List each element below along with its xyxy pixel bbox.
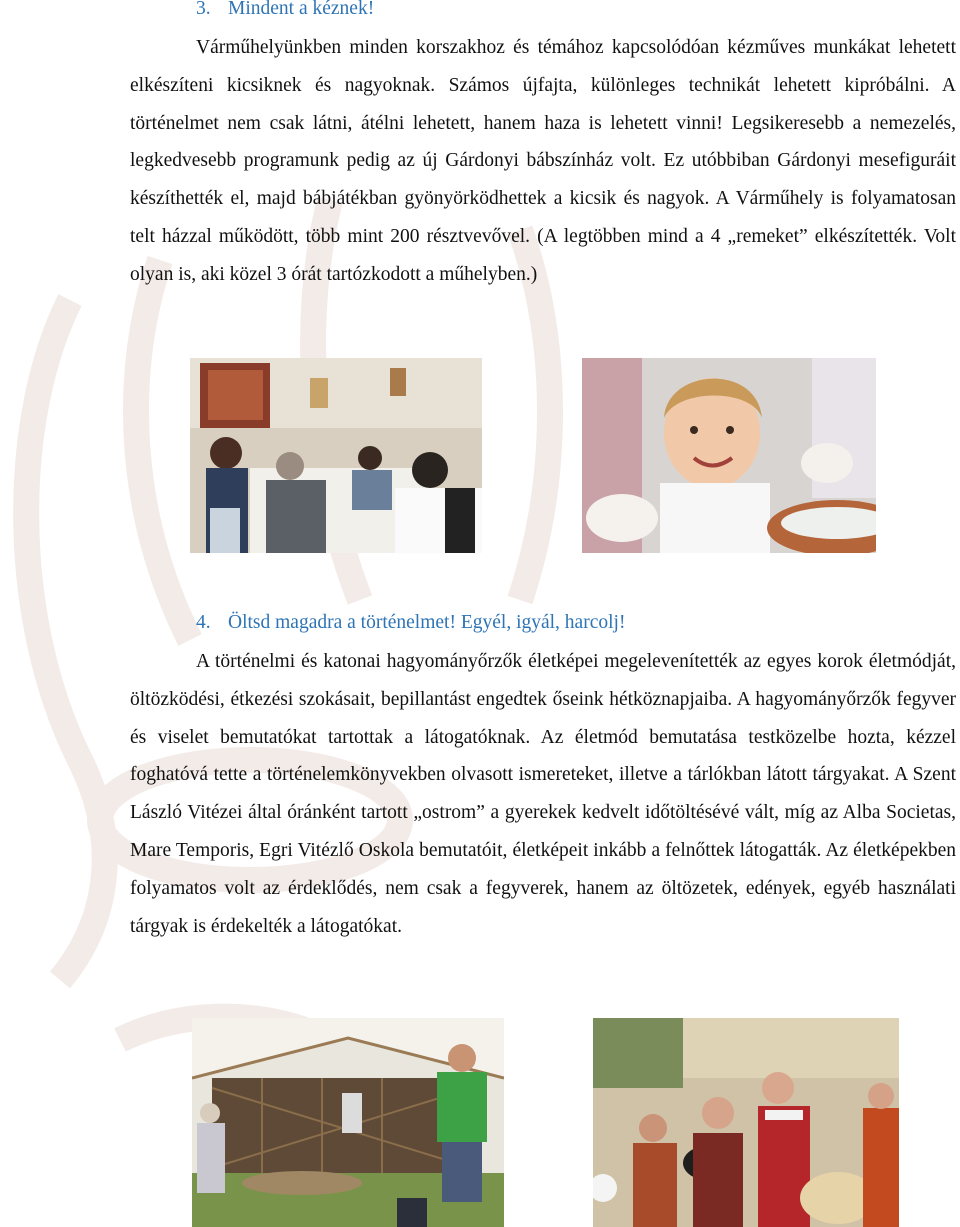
section-heading-4: [196, 612, 625, 634]
section-paragraph-3: Várműhelyünkben minden korszakhoz és témához kapcsolódóan kézműves munkákat lehetett elkészíteni kicsiknek és nagyoknak. Számos újfajta, különleges technikát lehetett kipróbálni. A történelmet nem csak látni, átélni lehetett, hanem haza is lehetett vinni! Legsikeresebb a nemezelés, legkedvesebb programunk pedig az új Gárdonyi bábszínház volt. Ez utóbbiban Gárdonyi mesefiguráit készíthették el, majd bábjátékban gyönyörködhettek a kicsik és nagyok. A Várműhely is folyamatosan telt házzal működött, több mint 200 résztvevővel. (A legtöbben mind a 4 „remeket” elkészítették. Volt olyan is, aki közel 3 órát tartózkodott a műhelyben.): [130, 37, 956, 285]
craft-workshop-photo: [190, 358, 482, 553]
reenactors-parade-photo: [593, 1018, 899, 1227]
section-paragraph-4: A történelmi és katonai hagyományőrzők életképei megelevenítették az egyes korok életmódját, öltözködési, étkezési szokásait, bepillantást engedtek őseink hétköznapjaiba. A hagyományőrzők fegyver és viselet bemutatókat tartottak a látogatóknak. Az életmód bemutatása testközelbe hozta, kézzel foghatóvá tette a történelemkönyvekben olvasott ismereteket, illetve a tárlókban látott tárgyakat. A Szent László Vitézei által óránként tartott „ostrom” a gyerekek kedvelt időtöltésévé vált, míg az Alba Societas, Mare Temporis, Egri Vitézlő Oskola bemutatóit, életképeit inkább a felnőttek látogatták. Az életképekben folyamatos volt az érdeklődés, nem csak a fegyverek, hanem az öltözetek, edények, egyéb használati tárgyak is érdekelték a látogatókat.: [130, 651, 956, 937]
section-title: Mindent a kéznek!: [228, 0, 375, 19]
section-title: Öltsd magadra a történelmet! Egyél, igyál, harcolj!: [228, 612, 626, 633]
yurt-tent-photo: [192, 1018, 504, 1227]
section-heading-3: [196, 0, 374, 20]
section-number: 3.: [196, 0, 211, 19]
felting-child-photo: [582, 358, 876, 553]
section-number: 4.: [196, 612, 211, 633]
